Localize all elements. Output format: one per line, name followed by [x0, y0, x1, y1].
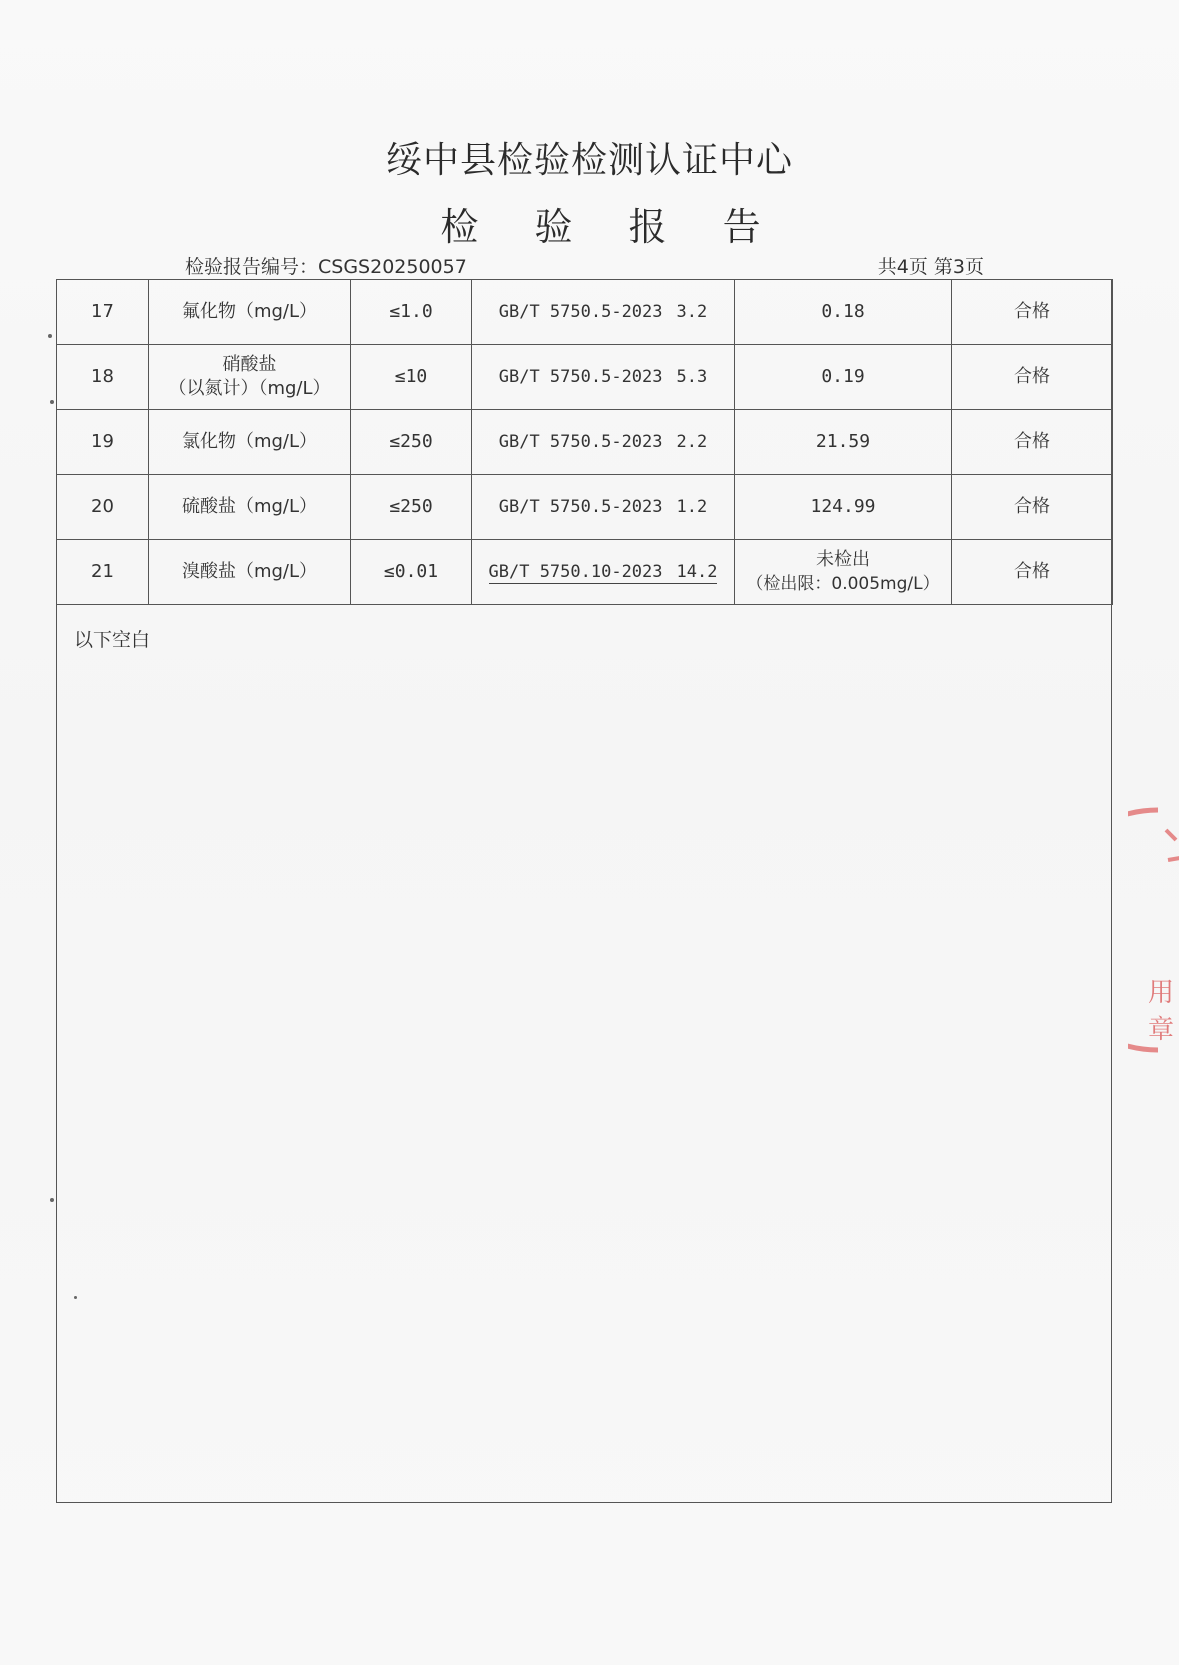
test-item-line: （以氮计）（mg/L）	[168, 378, 331, 399]
blank-below-note: 以下空白	[74, 629, 151, 651]
stamp-text: 用章	[1148, 978, 1175, 1045]
test-method	[472, 540, 735, 605]
judgement: 合格	[952, 345, 1113, 410]
detection-limit: （检出限：0.005mg/L）	[746, 574, 940, 594]
test-method	[472, 280, 735, 345]
test-item-line: 硝酸盐	[222, 354, 277, 375]
test-result: 21.59	[735, 410, 952, 475]
test-result	[735, 540, 952, 605]
results-table	[56, 279, 1113, 605]
method-clause: 1.2	[676, 497, 708, 517]
row-number: 19	[57, 410, 149, 475]
row-number: 18	[57, 345, 149, 410]
table-row	[57, 410, 1113, 475]
page-info: 共4页 第3页	[877, 256, 984, 278]
test-item: 溴酸盐（mg/L）	[149, 540, 351, 605]
method-standard: GB/T 5750.5-2023	[498, 367, 663, 387]
paper-speck	[48, 334, 52, 338]
test-item: 硫酸盐（mg/L）	[149, 475, 351, 540]
method-clause: 2.2	[676, 432, 708, 452]
method-standard: GB/T 5750.5-2023	[498, 302, 663, 322]
standard-limit: ≤250	[351, 475, 472, 540]
test-result: 0.19	[735, 345, 952, 410]
test-result: 0.18	[735, 280, 952, 345]
table-row	[57, 280, 1113, 345]
result-not-detected: 未检出	[816, 549, 870, 570]
organization-title: 绥中县检验检测认证中心	[385, 140, 793, 181]
judgement: 合格	[952, 280, 1113, 345]
table-row	[57, 540, 1113, 605]
method-standard: GB/T 5750.5-2023	[498, 432, 663, 452]
table-row	[57, 475, 1113, 540]
table-row	[57, 345, 1113, 410]
standard-limit: ≤0.01	[351, 540, 472, 605]
standard-limit: ≤250	[351, 410, 472, 475]
test-item	[149, 345, 351, 410]
test-method	[472, 410, 735, 475]
paper-speck	[74, 1296, 77, 1299]
report-number: 检验报告编号：CSGS20250057	[185, 256, 467, 278]
document-title: 检 验 报 告	[440, 205, 783, 249]
judgement: 合格	[952, 475, 1113, 540]
test-result: 124.99	[735, 475, 952, 540]
row-number: 20	[57, 475, 149, 540]
method-standard: GB/T 5750.5-2023	[498, 497, 663, 517]
method-standard: GB/T 5750.10-2023	[488, 562, 663, 582]
method-underline	[489, 561, 718, 584]
paper-speck	[50, 400, 54, 404]
standard-limit: ≤10	[351, 345, 472, 410]
judgement: 合格	[952, 540, 1113, 605]
row-number: 17	[57, 280, 149, 345]
row-number: 21	[57, 540, 149, 605]
test-item: 氟化物（mg/L）	[149, 280, 351, 345]
test-item: 氯化物（mg/L）	[149, 410, 351, 475]
judgement: 合格	[952, 410, 1113, 475]
method-clause: 14.2	[676, 562, 718, 582]
paper-speck	[50, 1198, 54, 1202]
test-method	[472, 475, 735, 540]
method-clause: 3.2	[676, 302, 708, 322]
method-clause: 5.3	[676, 367, 708, 387]
test-method	[472, 345, 735, 410]
standard-limit: ≤1.0	[351, 280, 472, 345]
